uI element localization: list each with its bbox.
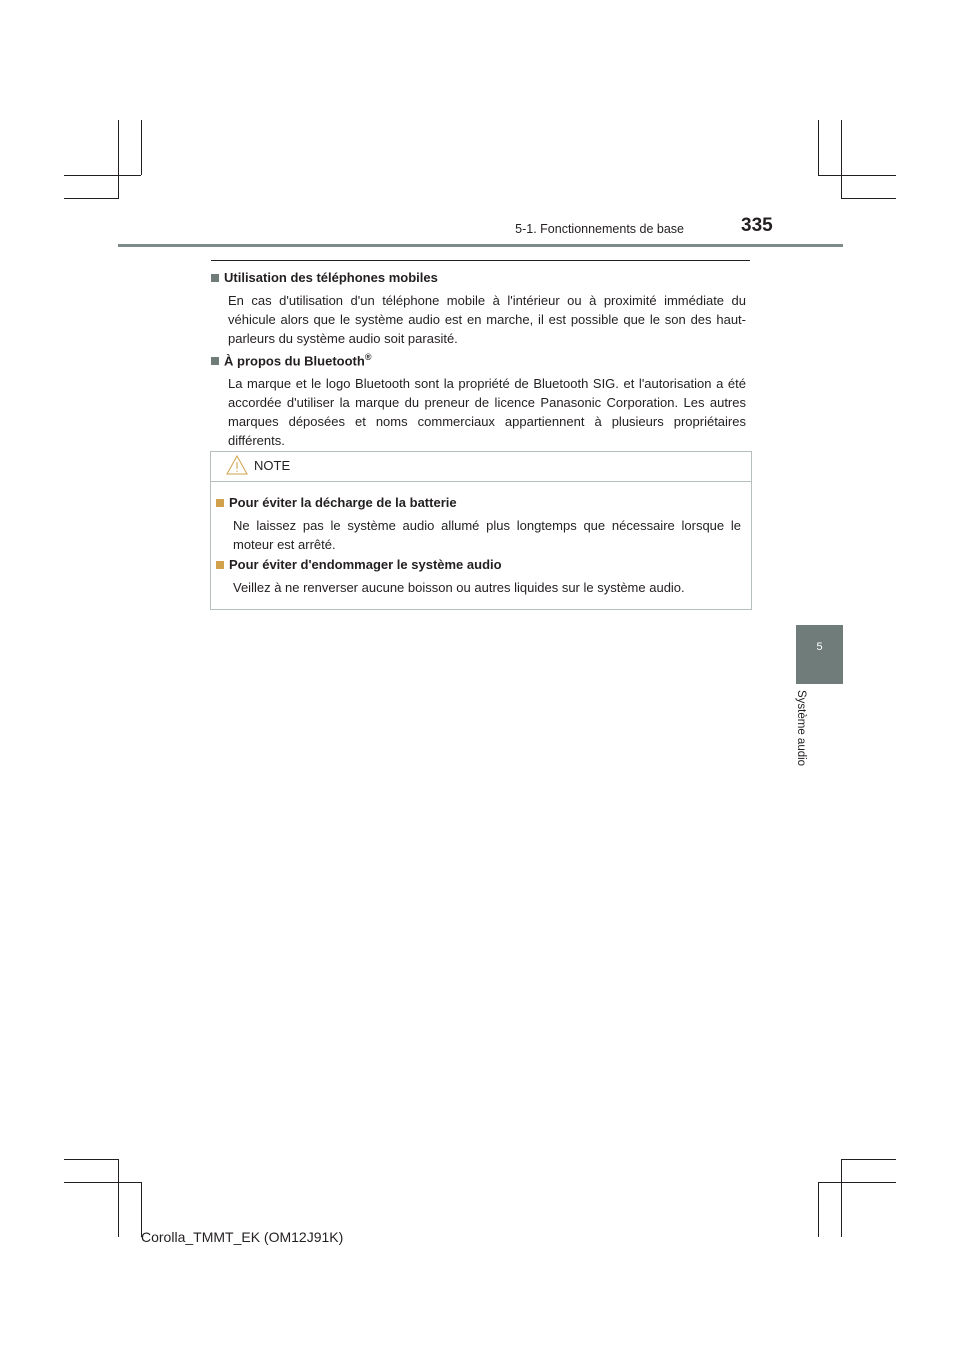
crop-mark bbox=[841, 120, 842, 199]
section-title: 5-1. Fonctionnements de base bbox=[515, 222, 684, 236]
crop-mark bbox=[818, 1182, 819, 1237]
square-bullet-icon bbox=[211, 357, 219, 365]
registered-mark: ® bbox=[364, 352, 372, 362]
document-id: Corolla_TMMT_EK (OM12J91K) bbox=[141, 1229, 344, 1245]
section-bluetooth bbox=[211, 349, 746, 450]
note-item-body: Veillez à ne renverser aucune boisson ou autres liquides sur le système audio. bbox=[233, 580, 685, 595]
crop-mark bbox=[118, 120, 119, 199]
chapter-label: Système audio bbox=[795, 690, 807, 767]
square-bullet-icon bbox=[216, 561, 224, 569]
page-number: 335 bbox=[741, 215, 773, 236]
section-body: En cas d'utilisation d'un téléphone mobile à l'intérieur ou à proximité immédiate du véhicule alors que le système audio est en marche, il est possible que le son des haut-parleurs du système audio soit parasité. bbox=[228, 293, 746, 346]
section-heading: Utilisation des téléphones mobiles bbox=[211, 269, 746, 286]
crop-mark bbox=[64, 1182, 141, 1183]
square-bullet-icon bbox=[211, 274, 219, 282]
note-item-body: Ne laissez pas le système audio allumé plus longtemps que nécessaire lorsque le moteur est arrêté. bbox=[233, 518, 741, 552]
note-item bbox=[216, 556, 741, 597]
crop-mark bbox=[841, 1159, 842, 1237]
crop-mark bbox=[818, 120, 819, 175]
crop-mark bbox=[141, 120, 142, 175]
chapter-number: 5 bbox=[816, 641, 823, 653]
crop-mark bbox=[64, 175, 141, 176]
note-item bbox=[216, 494, 741, 554]
note-item-heading: Pour éviter d'endommager le système audio bbox=[216, 556, 741, 573]
crop-mark bbox=[818, 175, 896, 176]
note-box bbox=[210, 451, 752, 610]
note-header bbox=[211, 452, 751, 482]
section-heading: À propos du Bluetooth® bbox=[211, 349, 746, 369]
content-rule bbox=[211, 260, 750, 261]
square-bullet-icon bbox=[216, 499, 224, 507]
header-rule bbox=[118, 244, 843, 247]
crop-mark bbox=[841, 1159, 896, 1160]
crop-mark bbox=[818, 1182, 896, 1183]
note-label: NOTE bbox=[254, 458, 291, 473]
crop-mark bbox=[64, 1159, 118, 1160]
crop-mark bbox=[64, 198, 118, 199]
chapter-tab bbox=[796, 625, 843, 684]
section-body: La marque et le logo Bluetooth sont la propriété de Bluetooth SIG. et l'autorisation a été accordée d'utiliser la marque du preneur de licence Panasonic Corporation. Les autres marques déposées et noms commerciaux appartiennent à plusieurs propriétaires différents. bbox=[228, 376, 746, 449]
note-item-heading: Pour éviter la décharge de la batterie bbox=[216, 494, 741, 511]
crop-mark bbox=[841, 198, 896, 199]
section-mobile-phones bbox=[211, 269, 746, 348]
crop-mark bbox=[118, 1159, 119, 1237]
warning-triangle-icon bbox=[226, 455, 248, 475]
